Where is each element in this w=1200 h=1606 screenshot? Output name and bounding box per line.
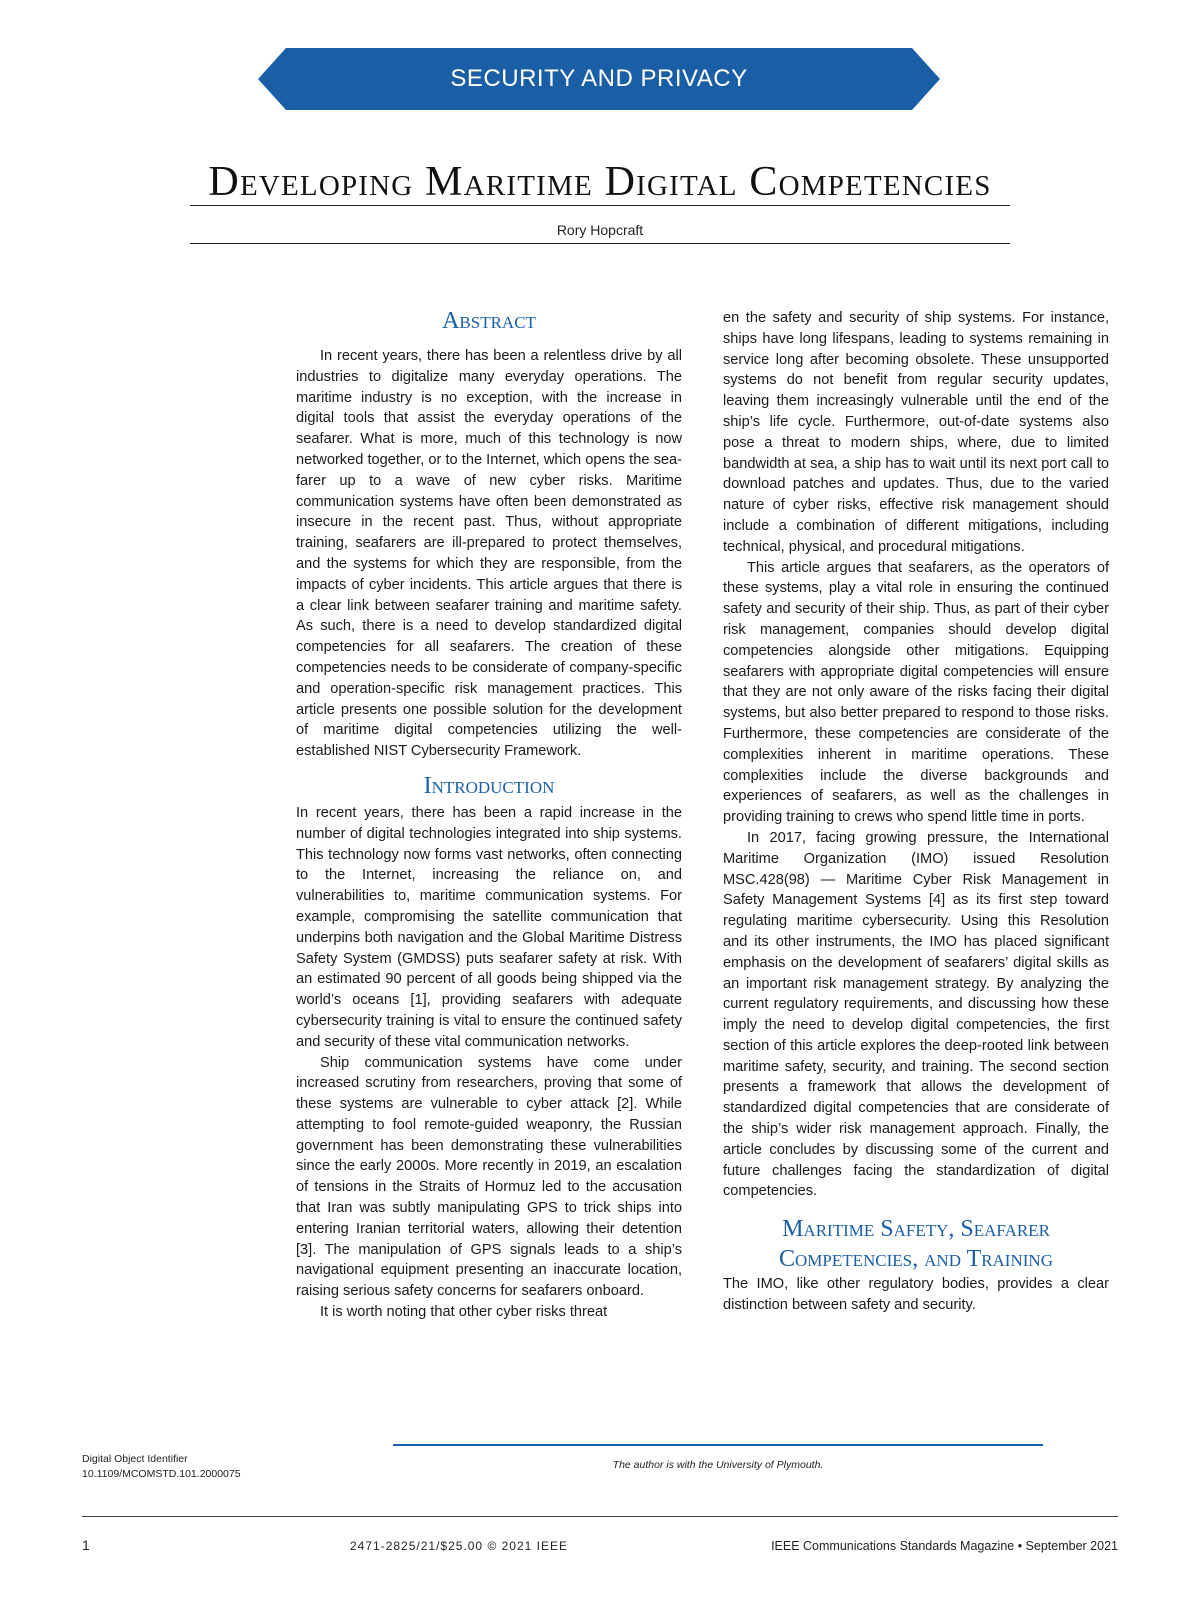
title-rule-top: [190, 205, 1010, 206]
doi-block: [82, 1452, 241, 1482]
maritime-safety-text: The IMO, like other regulatory bodies, provides a clear distinction between safety and security.: [723, 1276, 1109, 1314]
intro-paragraph-3-start: It is worth noting that other cyber risks threat: [320, 1304, 608, 1321]
copyright-line: 2471-2825/21/$25.00 © 2021 IEEE: [350, 1539, 568, 1553]
page-number: 1: [82, 1537, 90, 1553]
banner-label: SECURITY AND PRIVACY: [450, 65, 748, 92]
intro-paragraph-1: In recent years, there has been a rapid increase in the number of digital technologies integrated into ship systems. This technology now forms vast networks, often connecting to the Internet, increasing the reliance on, and vulnerabilities to, maritime communication systems. For example, compromising the satellite communication that underpins both navigation and the Global Maritime Distress Safety System (GMDSS) puts seafarer safety at risk. With an estimated 90 percent of all goods being shipped via the world’s oceans [1], providing seafarers with adequate cybersecurity training is vital to ensure the continued safety and security of these vital communication networks.: [296, 804, 682, 1050]
intro-paragraph-4: This article argues that seafarers, as the operators of these systems, play a vital role in ensuring the continued safety and security of their ship. Thus, as part of their cyber risk management, companies should develop digital competencies alongside other mitigations. Equipping seafarers with appropriate digital competencies will ensure that they are not only aware of the risks facing their digital systems, but also better prepared to respond to those risks. Furthermore, these competencies are considerate of the complexities inherent in maritime operations. These complexities include the diverse backgrounds and experiences of seafarers, as well as the challenges in providing training to crews who spend little time in ports.: [723, 559, 1109, 826]
intro-paragraph-5: In 2017, facing growing pressure, the International Maritime Organization (IMO) issued Resolution MSC.428(98) — Maritime Cyber Risk Management in Safety Management Systems [4] as its first step toward regulating maritime cybersecurity. Using this Resolution and its other instruments, the IMO has placed significant emphasis on the development of seafarers’ digital skills as an important risk management strategy. By analyzing the current regulatory requirements, and discussing how these imply the need to develop digital competencies, the first section of this article explores the deep-rooted link between maritime safety, security, and training. The second section presents a framework that allows the development of standardized digital competencies that are considerate of the ship’s wider risk management approach. Finally, the article concludes by discussing some of the current and future challenges facing the standardization of digital competencies.: [723, 829, 1109, 1200]
intro-paragraph-2: Ship communication systems have come under increased scrutiny from researchers, proving that some of these systems are vulnerable to cyber attack [2]. While attempting to fool remote-guided weaponry, the Russian government has been demonstrating these vulnerabilities since the early 2000s. More recently in 2019, an escalation of tensions in the Straits of Hormuz led to the accusation that Iran was subtly manipulating GPS to trick ships into entering Iranian territorial waters, allowing their detention [3]. The manipulation of GPS signals leads to a ship’s navigational equipment presenting an inaccurate location, raising serious safety concerns for seafarers onboard.: [296, 1054, 682, 1300]
title-rule-bottom: [190, 243, 1010, 244]
doi-value: 10.1109/MCOMSTD.101.2000075: [82, 1468, 241, 1480]
maritime-safety-heading: Maritime Safety, Seafarer Competencies, and Training: [779, 1216, 1053, 1273]
intro-paragraph-3-cont: en the safety and security of ship systems. For instance, ships have long lifespans, leading to systems remaining in service long after becoming obsolete. These unsupported systems do not benefit from regular security updates, leaving them increasingly vulnerable until the end of the ship’s life cycle. Furthermore, out-of-date systems also pose a threat to modern ships, where, due to limited bandwidth at sea, a ship has to wait until its next port call to download patches and updates. Thus, due to the varied nature of cyber risks, effective risk management should include a combination of different mitigations, including technical, physical, and procedural mitigations.: [723, 310, 1109, 555]
author-affiliation: The author is with the University of Plymouth.: [612, 1459, 824, 1471]
article-title: Developing Maritime Digital Competencies: [208, 159, 992, 205]
footnote-rule: [393, 1444, 1043, 1446]
abstract-text: In recent years, there has been a relentless drive by all industries to digitalize many everyday operations. The maritime industry is no exception, with the increase in digital tools that assist the everyday operations of the seafarer. What is more, much of this technology is now networked together, or to the Internet, which opens the seafarer up to a wave of new cyber risks. Maritime communication systems have often been demonstrated as insecure in the recent past. Thus, without appropriate training, seafarers are ill-prepared to protect themselves, and the systems for which they are responsible, from the impacts of cyber incidents. This article argues that there is a clear link between seafarer training and maritime safety. As such, there is a need to develop standardized digital competencies for all seafarers. The creation of these competencies needs to be considerate of company-specific and operation-specific risk management practices. This article presents one possible solution for the development of maritime digital competencies utilizing the well-established NIST Cybersecurity Framework.: [296, 348, 682, 760]
magazine-line: IEEE Communications Standards Magazine • September 2021: [771, 1539, 1118, 1553]
column-right: [723, 308, 1109, 1316]
author-name: Rory Hopcraft: [556, 222, 644, 238]
abstract-heading: Abstract: [442, 308, 536, 334]
column-left: [296, 306, 682, 1323]
section-banner: [258, 48, 940, 110]
footer-rule: [82, 1516, 1118, 1517]
introduction-heading: Introduction: [423, 772, 555, 799]
doi-label: Digital Object Identifier: [82, 1453, 188, 1465]
